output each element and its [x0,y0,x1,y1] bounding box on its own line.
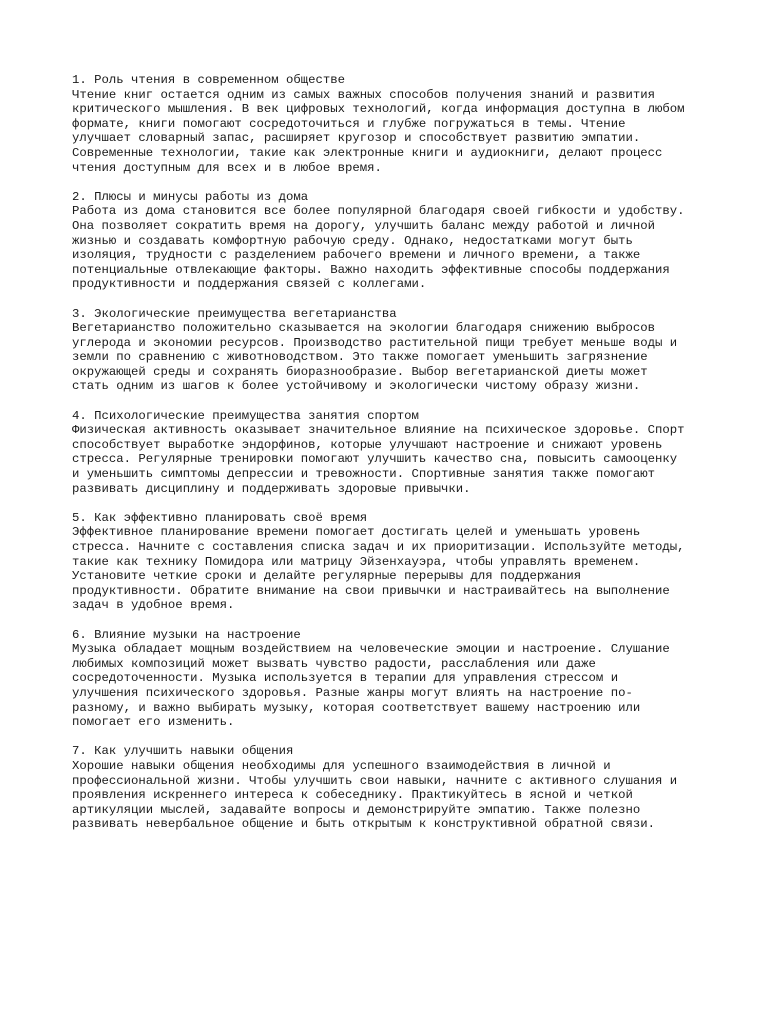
section-7 [72,744,712,832]
paragraph-line: продуктивности и поддержания связей с коллегами. [72,277,427,292]
paragraph-line: Музыка обладает мощным воздействием на человеческие эмоции и настроение. Слушание [72,642,670,657]
paragraph-line: любимых композиций может вызвать чувство радости, расслабления или даже [72,656,596,671]
paragraph-line: Хорошие навыки общения необходимы для успешного взаимодействия в личной и [72,758,611,773]
paragraph-line: Установите четкие сроки и делайте регулярные перерывы для поддержания [72,569,582,584]
section-2 [72,190,712,292]
section-heading: 5. Как эффективно планировать своё время [72,510,368,525]
paragraph-line: и уменьшить симптомы депрессии и тревожности. Спортивные занятия также помогают [72,467,655,482]
paragraph-line: Эффективное планирование времени помогает достигать целей и уменьшать уровень [72,525,641,540]
section-5 [72,511,712,613]
section-3 [72,307,712,395]
paragraph-line: такие как технику Помидора или матрицу Эйзенхауэра, чтобы управлять временем. [72,554,641,569]
section-heading: 3. Экологические преимущества вегетарианства [72,306,397,321]
paragraph-line: Вегетарианство положительно сказывается на экологии благодаря снижению выбросов [72,321,655,336]
section-heading: 1. Роль чтения в современном обществе [72,73,346,87]
paragraph-line: стресса. Регулярные тренировки помогают улучшить качество сна, повысить самооценку [72,452,678,467]
section-heading: 2. Плюсы и минусы работы из дома [72,189,309,204]
paragraph-line: продуктивности. Обратите внимание на свои привычки и настраивайтесь на выполнение [72,583,670,598]
paragraph-line: артикуляции мыслей, задавайте вопросы и демонстрируйте эмпатию. Также полезно [72,802,641,817]
paragraph-line: задач в удобное время. [72,598,235,613]
paragraph-line: стать одним из шагов к более устойчивому и экологически чистому образу жизни. [72,379,641,394]
paragraph-line: формате, книги помогают сосредоточиться и глубже погружаться в темы. Чтение [72,116,626,131]
paragraph-line: профессиональной жизни. Чтобы улучшить свои навыки, начните с активного слушания и [72,773,678,788]
paragraph-line: изоляция, трудности с разделением рабочего времени и личного времени, а также [72,248,641,263]
section-4 [72,409,712,497]
paragraph-line: углерода и экономии ресурсов. Производство растительной пищи требует меньше воды и [72,335,678,350]
paragraph-line: критического мышления. В век цифровых технологий, когда информация доступна в любом [72,102,685,117]
paragraph-line: разному, и важно выбирать музыку, которая соответствует вашему настроению или [72,700,641,715]
paragraph-line: сосредоточенности. Музыка используется в терапии для управления стрессом и [72,671,619,686]
paragraph-line: Чтение книг остается одним из самых важных способов получения знаний и развития [72,87,655,102]
paragraph-line: помогает его изменить. [72,715,235,730]
paragraph-line: потенциальные отвлекающие факторы. Важно находить эффективные способы поддержания [72,262,670,277]
section-heading: 6. Влияние музыки на настроение [72,627,301,642]
section-heading: 7. Как улучшить навыки общения [72,744,294,759]
paragraph-line: Современные технологии, такие как электронные книги и аудиокниги, делают процесс [72,145,663,160]
paragraph-line: Физическая активность оказывает значительное влияние на психическое здоровье. Спорт [72,423,685,438]
paragraph-line: развивать невербальное общение и быть открытым к конструктивной обратной связи. [72,817,655,832]
paragraph-line: земли по сравнению с животноводством. Это также помогает уменьшить загрязнение [72,350,648,365]
paragraph-line: стресса. Начните с составления списка задач и их приоритизации. Используйте методы, [72,540,685,554]
paragraph-line: улучшения психического здоровья. Разные жанры могут влиять на настроение по- [72,685,633,700]
section-heading: 4. Психологические преимущества занятия спортом [72,408,419,423]
paragraph-line: способствует выработке эндорфинов, которые улучшают настроение и снижают уровень [72,437,663,452]
paragraph-line: улучшает словарный запас, расширяет кругозор и способствует развитию эмпатии. [72,131,641,146]
document-page [72,73,712,846]
paragraph-line: Она позволяет сократить время на дорогу, улучшить баланс между работой и личной [72,218,655,233]
paragraph-line: проявления искреннего интереса к собеседнику. Практикуйтесь в ясной и четкой [72,788,633,803]
paragraph-line: Работа из дома становится все более популярной благодаря своей гибкости и удобству. [72,204,685,219]
paragraph-line: чтения доступным для всех и в любое время. [72,160,382,175]
paragraph-line: окружающей среды и сохранять биоразнообразие. Выбор вегетарианской диеты может [72,364,648,379]
paragraph-line: развивать дисциплину и поддерживать здоровые привычки. [72,481,471,496]
paragraph-line: жизнью и создавать комфортную рабочую среду. Однако, недостатками могут быть [72,233,633,248]
section-6 [72,628,712,730]
section-1 [72,73,712,175]
